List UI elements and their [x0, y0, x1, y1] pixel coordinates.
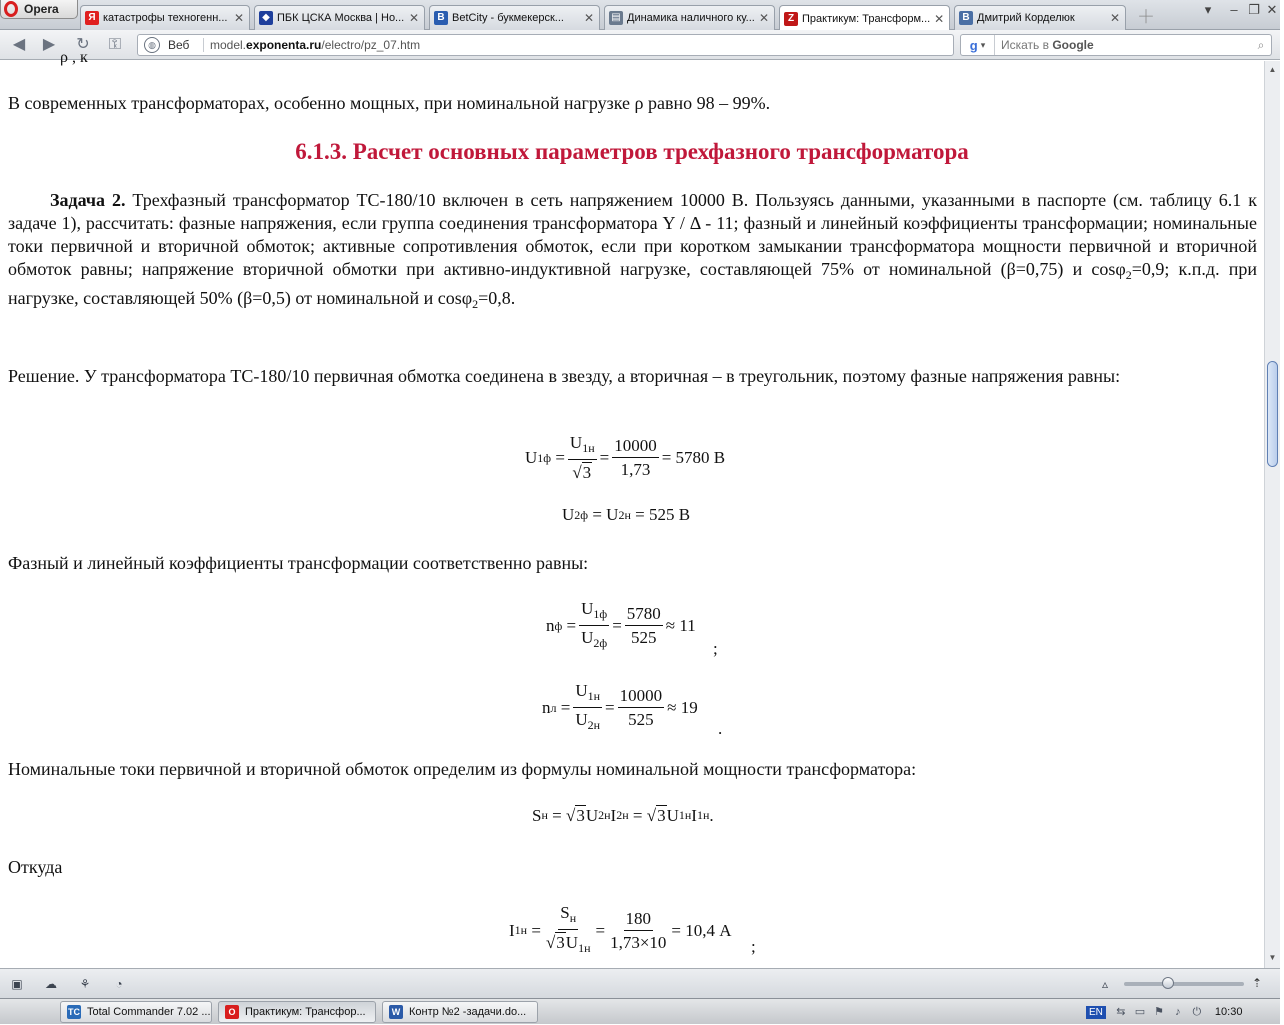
currents-paragraph: Номинальные токи первичной и вторичной обмоток определим из формулы номинальной мощности трансформатора:: [8, 759, 917, 779]
volume-icon[interactable]: ♪: [1175, 1006, 1181, 1018]
vertical-scrollbar[interactable]: [1264, 61, 1280, 968]
tab-favicon-icon: Я: [85, 11, 99, 25]
power-icon[interactable]: ⏻: [1192, 1006, 1202, 1018]
taskbar-app-icon: W: [389, 1005, 403, 1019]
start-apple-icon[interactable]: [8, 1001, 40, 1023]
equation-phase-voltage-2: U 2ф = U 2н = 525 В: [562, 505, 691, 524]
tab-close-icon[interactable]: ✕: [233, 11, 245, 25]
equation-phase-voltage-1: U 1ф = $U_{1н}$ √ 3 = $\frac{10000}{1,73}$ = 5780 В: [525, 433, 726, 482]
equation-phase-ratio: n ф = $\frac{U_{1ф}}{U_{2ф}}$ = $\frac{5780}{525}$ ≈ 11: [546, 599, 696, 650]
solution-paragraph: Решение. У трансформатора ТС-180/10 первичная обмотка соединена в звезду, а вторичная – в треугольник, поэтому фазные напряжения равны:: [8, 366, 1121, 386]
section-heading: 6.1.3. Расчет основных параметров трехфазного трансформатора: [295, 139, 969, 164]
taskbar-app-icon: O: [225, 1005, 239, 1019]
equation-line-ratio: n л = $\frac{U_{1н}}{U_{2н}}$ = $\frac{10000}{525}$ ≈ 19: [542, 681, 698, 732]
clipped-text-fragment: ρ , к: [60, 49, 88, 66]
scroll-down-icon[interactable]: ▼: [1268, 953, 1277, 962]
search-placeholder: Искать в Google: [1001, 38, 1094, 52]
tab-title: Практикум: Трансформ...: [802, 12, 931, 25]
system-tray: [1086, 999, 1242, 1025]
zoom-fit-icon[interactable]: ▵: [1101, 977, 1109, 991]
opera-menu-button[interactable]: [0, 0, 78, 19]
zoom-slider[interactable]: [1124, 982, 1244, 986]
whence-paragraph: Откуда: [8, 857, 63, 877]
tab-title: ПБК ЦСКА Москва | Но...: [277, 12, 405, 24]
flag-icon[interactable]: ⚑: [1153, 1006, 1164, 1018]
zoom-slider-knob[interactable]: [1162, 977, 1174, 989]
close-window-icon[interactable]: ✕: [1266, 2, 1278, 17]
coefficients-paragraph: Фазный и линейный коэффициенты трансформации соответственно равны:: [8, 553, 589, 573]
globe-icon: ◍: [144, 37, 160, 53]
url-text[interactable]: model.exponenta.ru/electro/pz_07.htm: [210, 38, 421, 52]
equation-primary-current: I 1н = $S_н$ √ 3 $U_{1н}$ = $\frac{180}{1,73\times 10}$ = 10,4 А: [509, 903, 732, 955]
address-field[interactable]: [137, 34, 954, 56]
taskbar-button-label: Контр №2 -задачи.do...: [409, 1006, 527, 1018]
scroll-up-icon[interactable]: ▲: [1268, 65, 1277, 74]
forward-icon[interactable]: ▶: [42, 36, 56, 53]
tab-title: Динамика наличного ку...: [627, 12, 755, 24]
back-icon[interactable]: ◀: [12, 36, 26, 53]
zoom-toggle-icon[interactable]: ⇡: [1252, 976, 1263, 990]
new-tab-button[interactable]: ＋: [1137, 7, 1155, 27]
tab-list-icon[interactable]: ▾: [1204, 2, 1212, 17]
equation-rated-power: S н = √ 3 U 2н I 2н = √ 3 U 1н I 1н .: [532, 805, 714, 825]
tab-bar: [0, 0, 1280, 30]
intro-paragraph: В современных трансформаторах, особенно мощных, при номинальной нагрузке ρ равно 98 – 99%.: [8, 93, 771, 113]
taskbar-button-label: Total Commander 7.02 ...: [87, 1006, 211, 1018]
network-icon[interactable]: ⇆: [1116, 1006, 1126, 1018]
tab-title: BetCity - букмекерск...: [452, 12, 564, 24]
site-info-label[interactable]: Веб: [168, 38, 204, 52]
opera-menu-label: Opera: [24, 2, 59, 16]
tab-favicon-icon: ◆: [259, 11, 273, 25]
taskbar-button[interactable]: [218, 1001, 376, 1023]
share-icon[interactable]: ⚘: [79, 977, 91, 991]
google-engine-icon[interactable]: g ▾: [961, 35, 995, 55]
tab-favicon-icon: В: [959, 11, 973, 25]
tab[interactable]: [779, 5, 950, 31]
panel-toggle-icon[interactable]: ▣: [11, 977, 23, 991]
wand-key-icon[interactable]: ⚿: [108, 36, 122, 53]
tab-favicon-icon: B: [434, 11, 448, 25]
tab-close-icon[interactable]: ✕: [583, 11, 595, 25]
language-indicator[interactable]: EN: [1086, 1006, 1106, 1019]
tab-close-icon[interactable]: ✕: [1109, 11, 1121, 25]
tab-title: катастрофы техногенн...: [103, 12, 228, 24]
tab[interactable]: [80, 5, 250, 30]
taskbar-button[interactable]: [382, 1001, 538, 1023]
equation-tail-semicolon: ;: [713, 639, 718, 658]
tab-favicon-icon: ▤: [609, 11, 623, 25]
tab-title: Дмитрий Корделюк: [977, 12, 1075, 24]
search-icon[interactable]: ⌕: [1257, 37, 1265, 52]
clock[interactable]: 10:30: [1214, 1006, 1243, 1018]
equation-tail-period: .: [718, 719, 723, 738]
address-toolbar: [0, 30, 1280, 60]
reload-icon[interactable]: ↻: [76, 36, 90, 53]
tab-close-icon[interactable]: ✕: [408, 11, 420, 25]
opera-logo-icon: [4, 1, 18, 17]
os-taskbar: [0, 998, 1280, 1024]
tab-favicon-icon: Z: [784, 12, 798, 26]
tab-close-icon[interactable]: ✕: [758, 11, 770, 25]
minimize-icon[interactable]: –: [1230, 2, 1238, 17]
tab[interactable]: [429, 5, 600, 30]
restore-icon[interactable]: ❐: [1248, 2, 1260, 17]
opera-unite-icon[interactable]: ☁: [45, 977, 57, 991]
search-field[interactable]: [960, 34, 1272, 56]
equation-tail-semicolon-2: ;: [751, 937, 756, 956]
battery-icon[interactable]: ▭: [1134, 1006, 1146, 1018]
scroll-thumb[interactable]: [1267, 361, 1278, 467]
taskbar-button-label: Практикум: Трансфор...: [245, 1006, 366, 1018]
tab-close-icon[interactable]: ✕: [934, 11, 945, 26]
task-label: Задача 2.: [50, 190, 126, 210]
taskbar-button[interactable]: [60, 1001, 212, 1023]
tab[interactable]: [604, 5, 775, 30]
tab[interactable]: [954, 5, 1126, 30]
status-bar: [0, 968, 1280, 998]
speed-dial-icon[interactable]: ◔: [115, 977, 123, 991]
tab[interactable]: [254, 5, 425, 30]
task-paragraph: Задача 2. Трехфазный трансформатор ТС-180/10 включен в сеть напряжением 10000 В. Пользуясь данными, указанными в паспорте (см. таблицу 6.1 к задаче 1), рассчитать: фазные напряжения, если группа соединения трансформатора Y / Δ - 11; фазный и линейный коэффициенты трансформации; номинальные токи первичной и вторичной обмоток; активные сопротивления обмоток, если при коротком замыкании трансформатора мощности первичной и вторичной обмоток равны; напряжение вторичной обмотки при активно-индуктивной нагрузке, составляющей 75% от номинальной (β=0,75) и cosφ$_2$=0,9; к.п.д. при нагрузке, составляющей 50% (β=0,5) от номинальной и cosφ$_2$=0,8.: [8, 190, 1257, 311]
taskbar-app-icon: TC: [68, 1007, 80, 1017]
page-content: [0, 49, 1264, 968]
